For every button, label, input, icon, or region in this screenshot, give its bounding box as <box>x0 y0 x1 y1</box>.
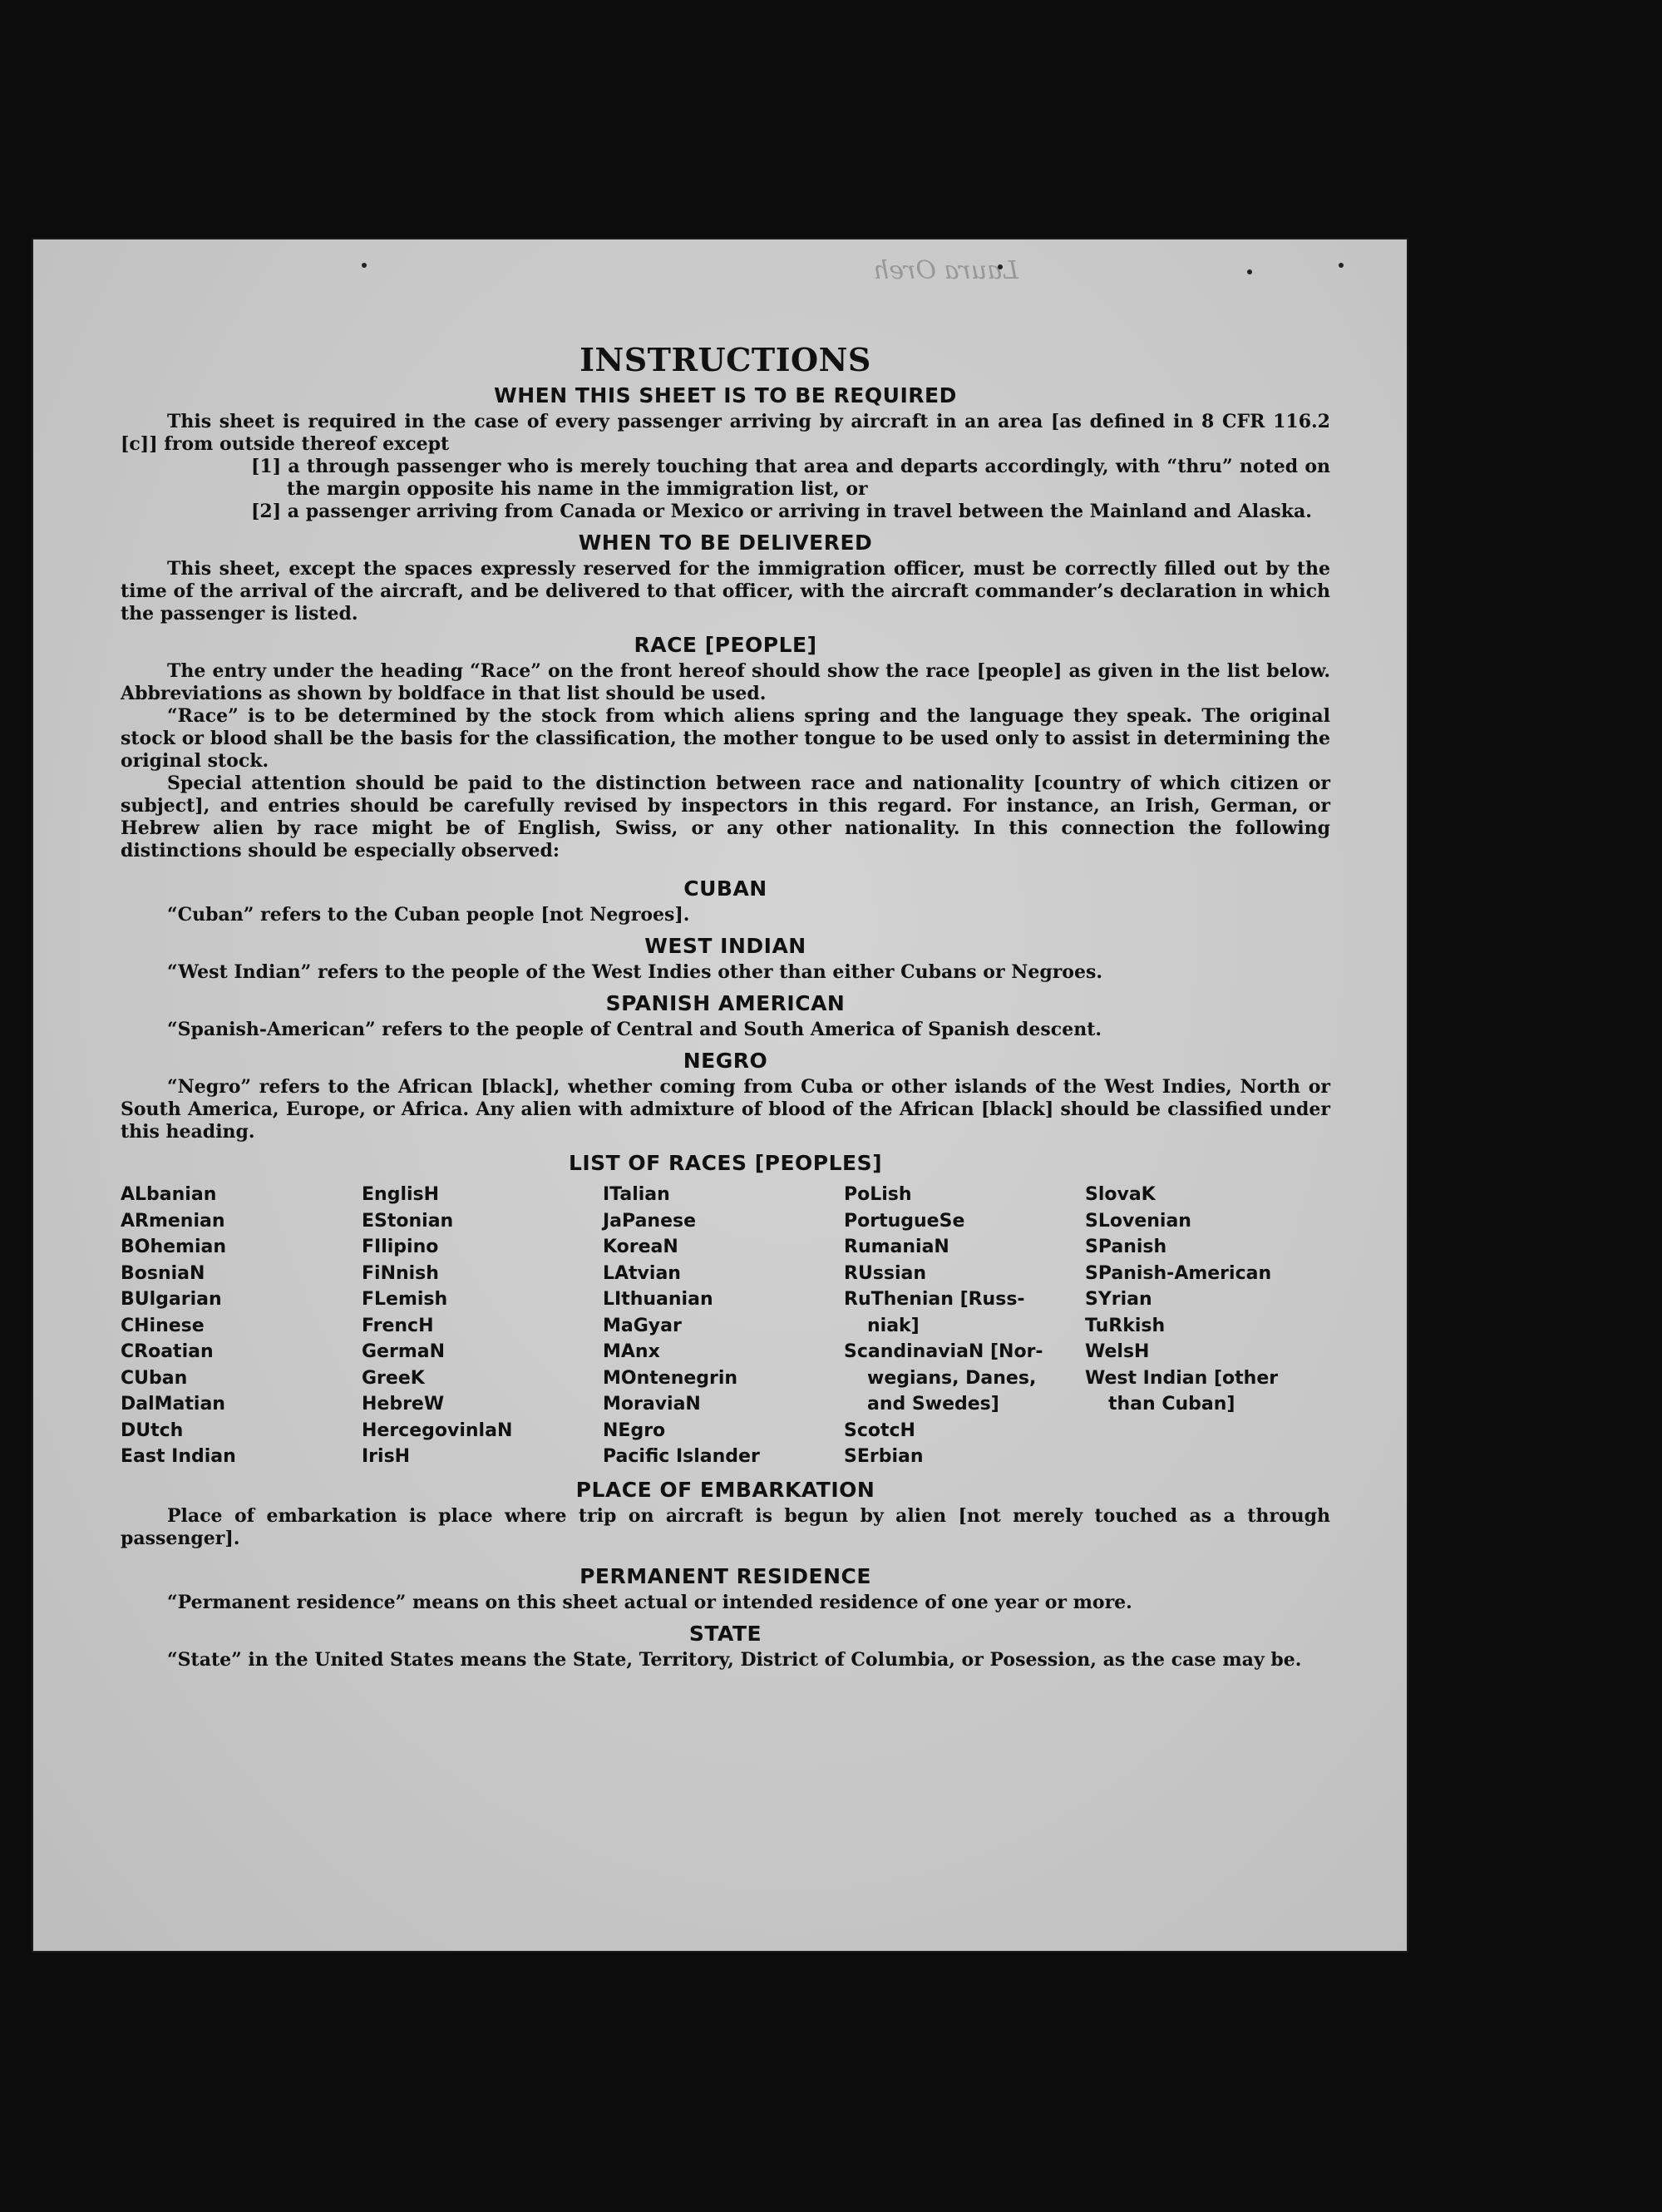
race-entry: HercegovinlaN <box>362 1420 513 1441</box>
permanent-residence-text: “Permanent residence” means on this sheet actual or intended residence of one year or more. <box>167 1591 1132 1613</box>
when-required-item-1: [1] a through passenger who is merely touching that area and departs accordingly, with “thru” noted on the margin opposite his name in the immigration list, or <box>251 456 1330 500</box>
race-entry: East Indian <box>121 1446 236 1467</box>
section-heading-when-required: WHEN THIS SHEET IS TO BE REQUIRED <box>494 383 957 407</box>
instructions-content <box>121 339 1330 1671</box>
race-entry: MaGyar <box>603 1315 682 1336</box>
race-entry: GermaN <box>362 1341 446 1362</box>
races-column-5 <box>1085 1182 1326 1470</box>
race-entry: SErbian <box>844 1446 924 1467</box>
race-paragraph-1: The entry under the heading “Race” on the front hereof should show the race [people] as given in the list below. Abbreviations as shown by boldface in that list should be used. <box>121 660 1330 704</box>
race-entry: FrencH <box>362 1315 434 1336</box>
race-entry-continued: niak] <box>867 1315 920 1336</box>
race-entry: EStonian <box>362 1210 454 1232</box>
when-delivered-text: This sheet, except the spaces expressly reserved for the immigration officer, must be correctly filled out by the time of the arrival of the aircraft, and be delivered to that officer, with the aircraft commander’s declaration in which the passenger is listed. <box>121 558 1330 625</box>
race-entry: CRoatian <box>121 1341 214 1362</box>
race-entry: ITalian <box>603 1184 670 1205</box>
race-entry: NEgro <box>603 1420 666 1441</box>
race-entry: ScandinaviaN [Nor- <box>844 1341 1043 1362</box>
race-entry: ALbanian <box>121 1184 217 1205</box>
race-entry: JaPanese <box>603 1210 697 1232</box>
when-required-intro: This sheet is required in the case of every passenger arriving by aircraft in an area [as defined in 8 CFR 116.2 [c]] from outside thereof except <box>121 411 1330 455</box>
race-entry: PoLish <box>844 1184 912 1205</box>
races-column-1 <box>121 1182 362 1470</box>
race-entry: BOhemian <box>121 1237 227 1257</box>
section-heading-negro: NEGRO <box>683 1049 768 1073</box>
section-heading-west-indian: WEST INDIAN <box>644 934 806 958</box>
race-entry: ARmenian <box>121 1210 225 1232</box>
race-entry: RuThenian [Russ- <box>844 1289 1025 1310</box>
race-entry: EnglisH <box>362 1184 440 1205</box>
section-heading-race: RACE [PEOPLE] <box>634 633 817 657</box>
section-heading-when-delivered: WHEN TO BE DELIVERED <box>578 531 873 555</box>
race-entry: CUban <box>121 1367 188 1389</box>
race-entry: Pacific Islander <box>603 1446 760 1467</box>
race-entry: BUlgarian <box>121 1289 222 1310</box>
race-entry: SYrian <box>1085 1289 1152 1310</box>
race-entry: SPanish-American <box>1085 1262 1272 1284</box>
section-heading-state: STATE <box>688 1621 762 1646</box>
race-entry: BosniaN <box>121 1262 205 1284</box>
race-entry: FiNnish <box>362 1262 439 1284</box>
hole-punch-mark <box>1339 263 1344 268</box>
section-heading-list-of-races: LIST OF RACES [PEOPLES] <box>568 1151 883 1175</box>
race-entry-continued: than Cuban] <box>1108 1394 1235 1415</box>
race-entry: MAnx <box>603 1341 660 1362</box>
race-entry: HebreW <box>362 1394 445 1415</box>
race-paragraph-2: “Race” is to be determined by the stock from which aliens spring and the language they speak. The original stock or blood shall be the basis for the classification, the mother tongue to be used only to assist in determining the original stock. <box>121 705 1330 772</box>
section-heading-cuban: CUBAN <box>683 876 767 901</box>
race-entry: MOntenegrin <box>603 1367 738 1389</box>
race-entry: WelsH <box>1085 1341 1150 1362</box>
race-entry: IrisH <box>362 1446 411 1467</box>
race-entry: RumaniaN <box>844 1237 949 1257</box>
hole-punch-mark <box>362 263 367 268</box>
section-heading-permanent-residence: PERMANENT RESIDENCE <box>579 1563 871 1588</box>
races-column-3 <box>603 1182 844 1470</box>
embarkation-text: Place of embarkation is place where trip on aircraft is begun by alien [not merely touched as a through passenger]. <box>121 1504 1330 1549</box>
cuban-text: “Cuban” refers to the Cuban people [not Negroes]. <box>167 904 690 926</box>
race-entry: SLovenian <box>1085 1210 1191 1232</box>
race-paragraph-3: Special attention should be paid to the distinction between race and nationality [country of which citizen or subject], and entries should be carefully revised by inspectors in this regard. For instance, an Irish, German, or Hebrew alien by race might be of English, Swiss, or any other nationality. In this connection the following distinctions should be especially observed: <box>121 773 1330 862</box>
section-heading-embarkation: PLACE OF EMBARKATION <box>575 1477 875 1502</box>
race-entry: FLemish <box>362 1289 448 1310</box>
state-text: “State” in the United States means the State, Territory, District of Columbia, or Posession, as the case may be. <box>167 1648 1302 1671</box>
section-heading-spanish-american: SPANISH AMERICAN <box>605 991 846 1015</box>
west-indian-text: “West Indian” refers to the people of the West Indies other than either Cubans or Negroes. <box>167 961 1103 983</box>
race-entry: CHinese <box>121 1315 205 1336</box>
negro-text: “Negro” refers to the African [black], whether coming from Cuba or other islands of the West Indies, North or South America, Europe, or Africa. Any alien with admixture of blood of the African [black] should be classified under this heading. <box>121 1076 1330 1143</box>
race-entry: West Indian [other <box>1085 1367 1279 1389</box>
race-entry: MoraviaN <box>603 1394 701 1415</box>
race-entry: LAtvian <box>603 1262 681 1284</box>
race-entry: RUssian <box>844 1262 927 1284</box>
page-title: INSTRUCTIONS <box>579 341 871 378</box>
race-entry: DUtch <box>121 1420 184 1441</box>
race-entry: GreeK <box>362 1367 425 1389</box>
race-entry: SPanish <box>1085 1237 1167 1257</box>
hole-punch-mark <box>1247 269 1252 274</box>
race-entry: KoreaN <box>603 1237 678 1257</box>
race-entry: SlovaK <box>1085 1184 1156 1205</box>
race-entry: FIlipino <box>362 1237 439 1257</box>
race-entry: PortugueSe <box>844 1210 965 1232</box>
races-list <box>121 1182 1330 1470</box>
document-page <box>33 239 1407 1951</box>
race-entry: LIthuanian <box>603 1289 713 1310</box>
race-entry: TuRkish <box>1085 1315 1166 1336</box>
spanish-american-text: “Spanish-American” refers to the people of Central and South America of Spanish descent. <box>167 1019 1102 1040</box>
race-entry-continued: and Swedes] <box>867 1394 999 1415</box>
race-entry: ScotcH <box>844 1420 915 1441</box>
race-entry-continued: wegians, Danes, <box>867 1367 1037 1389</box>
races-column-4 <box>844 1182 1085 1470</box>
races-column-2 <box>362 1182 603 1470</box>
handwritten-note: Laura Oreh <box>873 256 1018 285</box>
when-required-item-2: [2] a passenger arriving from Canada or Mexico or arriving in travel between the Mainland and Alaska. <box>251 501 1312 522</box>
race-entry: DalMatian <box>121 1394 225 1415</box>
